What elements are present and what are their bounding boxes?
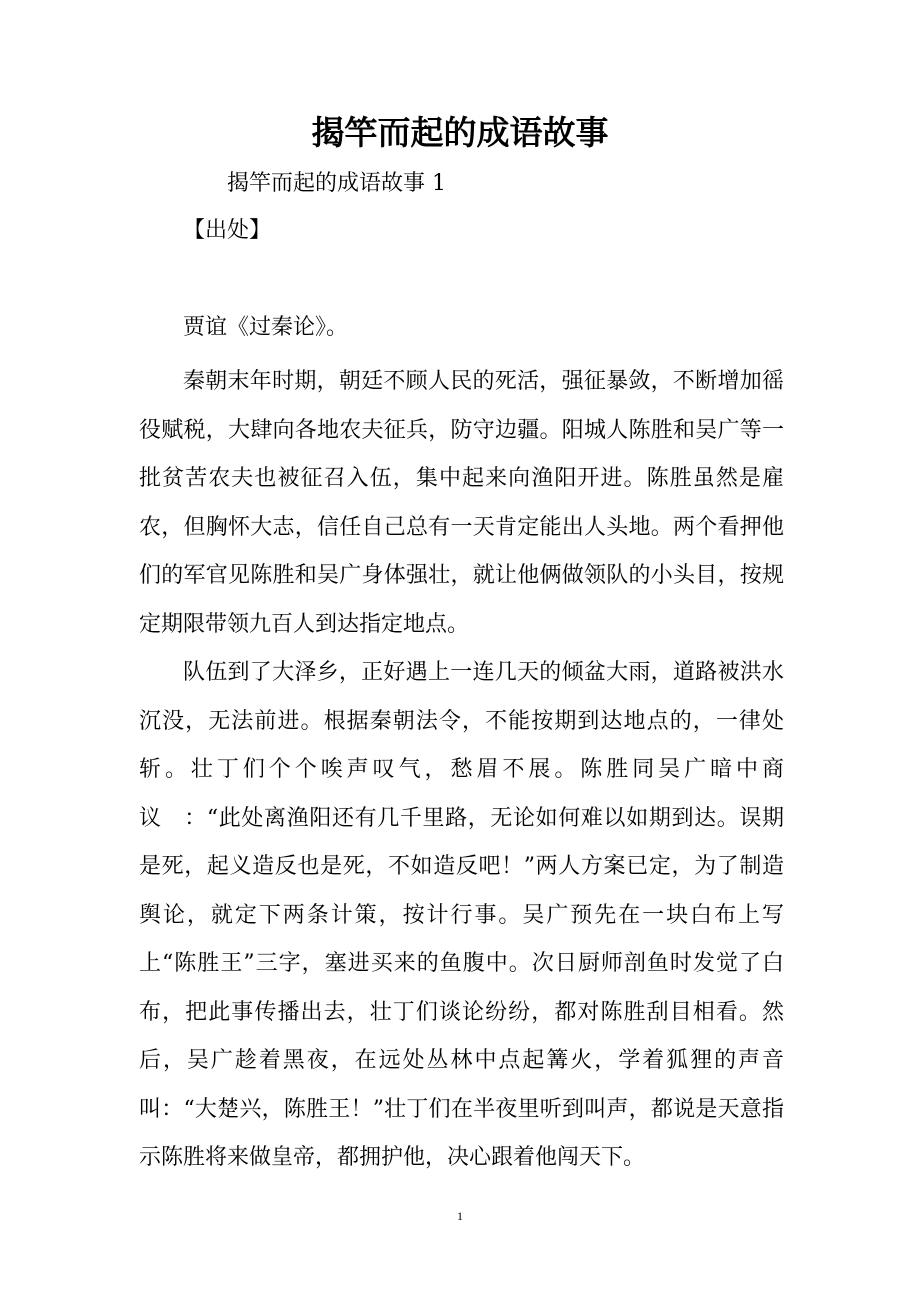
story-body <box>139 358 784 1183</box>
story-paragraph: 队伍到了大泽乡，正好遇上一连几天的倾盆大雨，道路被洪水沉没，无法前进。根据秦朝法令，不能按期到达地点的，一律处斩。壮丁们个个唉声叹气，愁眉不展。陈胜同吴广暗中商议 ：“此处离渔阳还有几千里路，无论如何难以如期到达。误期是死，起义造反也是死，不如造反吧！”两人方案已定，为了制造舆论，就定下两条计策，按计行事。吴广预先在一块白布上写上“陈胜王”三字，塞进买来的鱼腹中。次日厨师剖鱼时发觉了白布，把此事传播出去，壮丁们谈论纷纷，都对陈胜刮目相看。然后，吴广趁着黑夜，在远处丛林中点起篝火，学着狐狸的声音叫：“大楚兴，陈胜王！”壮丁们在半夜里听到叫声，都说是天意指示陈胜将来做皇帝，都拥护他，决心跟着他闯天下。 <box>139 660 784 1170</box>
story-paragraph: 秦朝末年时期，朝廷不顾人民的死活，强征暴敛，不断增加徭役赋税，大肆向各地农夫征兵，防守边疆。阳城人陈胜和吴广等一批贫苦农夫也被征召入伍，集中起来向渔阳开进。陈胜虽然是雇农，但胸怀大志，信任自己总有一天肯定能出人头地。两个看押他们的军官见陈胜和吴广身体强壮，就让他俩做领队的小头目，按规定期限带领九百人到达指定地点。 <box>139 369 784 637</box>
page-title: 揭竿而起的成语故事 <box>311 113 609 152</box>
source-text: 贾谊《过秦论》。 <box>183 315 349 340</box>
page-number: 1 <box>457 1209 463 1223</box>
source-heading: 【出处】 <box>183 218 272 243</box>
story-subtitle: 揭竿而起的成语故事 1 <box>227 171 446 196</box>
